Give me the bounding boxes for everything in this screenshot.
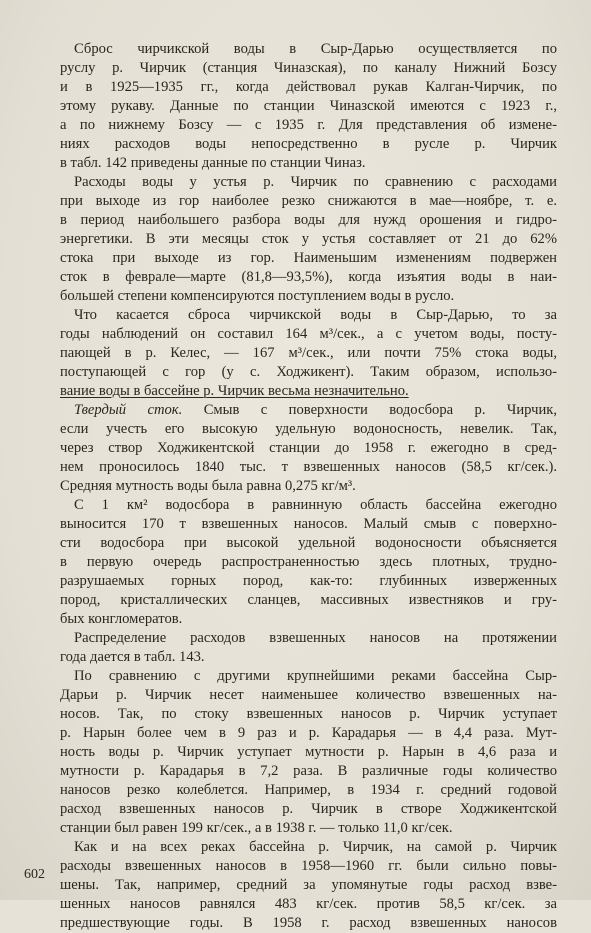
text-line: сти водосбора при высокой удельной водоносности объясняется (60, 535, 557, 551)
text-line: носов. Так, по стоку взвешенных наносов р. Чирчик уступает (60, 706, 557, 722)
text-line: этому рукаву. Данные по станции Чиназской имеются с 1923 г., (60, 98, 557, 114)
text-line: р. Нарын более чем в 9 раз и р. Карадарья — в 4,4 раза. Мут- (60, 725, 557, 741)
page-number: 602 (24, 867, 45, 882)
text-line: энергетики. В эти месяцы сток у устья составляет от 21 до 62% (60, 231, 557, 247)
text-line: расход взвешенных наносов р. Чирчик в створе Ходжикентской (60, 801, 557, 817)
text-line: шенных наносов равнялся 483 кг/сек. против 58,5 кг/сек. за (60, 896, 557, 912)
text-line: в табл. 142 приведены данные по станции Чиназ. (60, 155, 366, 171)
text-line: пающей в р. Келес, — 167 м³/сек., или почти 75% стока воды, (60, 345, 557, 361)
text-line: при выходе из гор наиболее резко снижаются в мае—ноябре, т. е. (60, 193, 557, 209)
text-line: предшествующие годы. В 1958 г. расход взвешенных наносов (60, 915, 557, 931)
text-line: мутности р. Карадарья в 7,2 раза. В различные годы количество (60, 763, 557, 779)
text-line: Расходы воды у устья р. Чирчик по сравнению с расходами (74, 174, 557, 190)
text-line: в период наибольшего разбора воды для нужд орошения и гидро- (60, 212, 557, 228)
text-line: в первую очередь распространенностью здесь плотных, трудно- (60, 554, 557, 570)
text-line: станции был равен 199 кг/сек., а в 1938 г. — только 11,0 кг/сек. (60, 820, 453, 836)
text-line: Распределение расходов взвешенных наносов на протяжении (74, 630, 557, 646)
text-line: ниях расходов воды непосредственно в русле р. Чирчик (60, 136, 557, 152)
text-line: Дарьи р. Чирчик несет наименьшее количество взвешенных на- (60, 687, 557, 703)
text-line: нем проносилось 1840 тыс. т взвешенных наносов (58,5 кг/сек.). (60, 459, 557, 475)
text-line: расходы взвешенных наносов в 1958—1960 гг. были сильно повы- (60, 858, 557, 874)
text-line: шены. Так, например, средний за упомянутые годы расход взве- (60, 877, 557, 893)
body-text (60, 40, 557, 933)
text-line: Как и на всех реках бассейна р. Чирчик, на самой р. Чирчик (74, 839, 557, 855)
text-line: годы наблюдений он составил 164 м³/сек., а с учетом воды, посту- (60, 326, 557, 342)
text-line: вание воды в бассейне р. Чирчик весьма незначительно. (60, 383, 409, 399)
text-line: если учесть его высокую удельную водоносность, невелик. Так, (60, 421, 557, 437)
text-line: через створ Ходжикентской станции до 1958 г. ежегодно в сред- (60, 440, 557, 456)
text-line: Средняя мутность воды была равна 0,275 кг/м³. (60, 478, 356, 494)
text-line: поступающей с гор (у с. Ходжикент). Таким образом, использо- (60, 364, 557, 380)
text-line: С 1 км² водосбора в равнинную область бассейна ежегодно (74, 497, 557, 513)
text-line: наносов резко колеблется. Например, в 1934 г. средний годовой (60, 782, 557, 798)
text-line: Что касается сброса чирчикской воды в Сыр-Дарью, то за (74, 307, 557, 323)
section-heading: Твердый сток. (74, 402, 183, 418)
text-line: ность воды р. Чирчик уступает мутности р. Нарын в 4,6 раза и (60, 744, 557, 760)
text-line: большей степени компенсируются поступлением воды в русло. (60, 288, 455, 304)
text-line: а по нижнему Бозсу — с 1935 г. Для представления об измене- (60, 117, 557, 133)
text-line: года дается в табл. 143. (60, 649, 205, 665)
text-line: Сброс чирчикской воды в Сыр-Дарью осуществляется по (74, 41, 557, 57)
text-line: сток в феврале—марте (81,8—93,5%), когда изъятия воды в наи- (60, 269, 557, 285)
text-line: стока при выходе из гор. Наименьшим изменениям подвержен (60, 250, 557, 266)
text-line: Твердый сток. Смыв с поверхности водосбора р. Чирчик, (74, 402, 557, 418)
text-line: выносится 170 т взвешенных наносов. Малый смыв с поверхно- (60, 516, 557, 532)
text-line: разрушаемых горных пород, как-то: глубинных изверженных (60, 573, 557, 589)
text-line: и в 1925—1935 гг., когда действовал рукав Калган-Чирчик, по (60, 79, 557, 95)
text-line: По сравнению с другими крупнейшими реками бассейна Сыр- (74, 668, 557, 684)
text-line: бых конгломератов. (60, 611, 183, 627)
text-line: руслу р. Чирчик (станция Чиназская), по каналу Нижний Бозсу (60, 60, 557, 76)
text-line: пород, кристаллических сланцев, массивных известняков и гру- (60, 592, 557, 608)
